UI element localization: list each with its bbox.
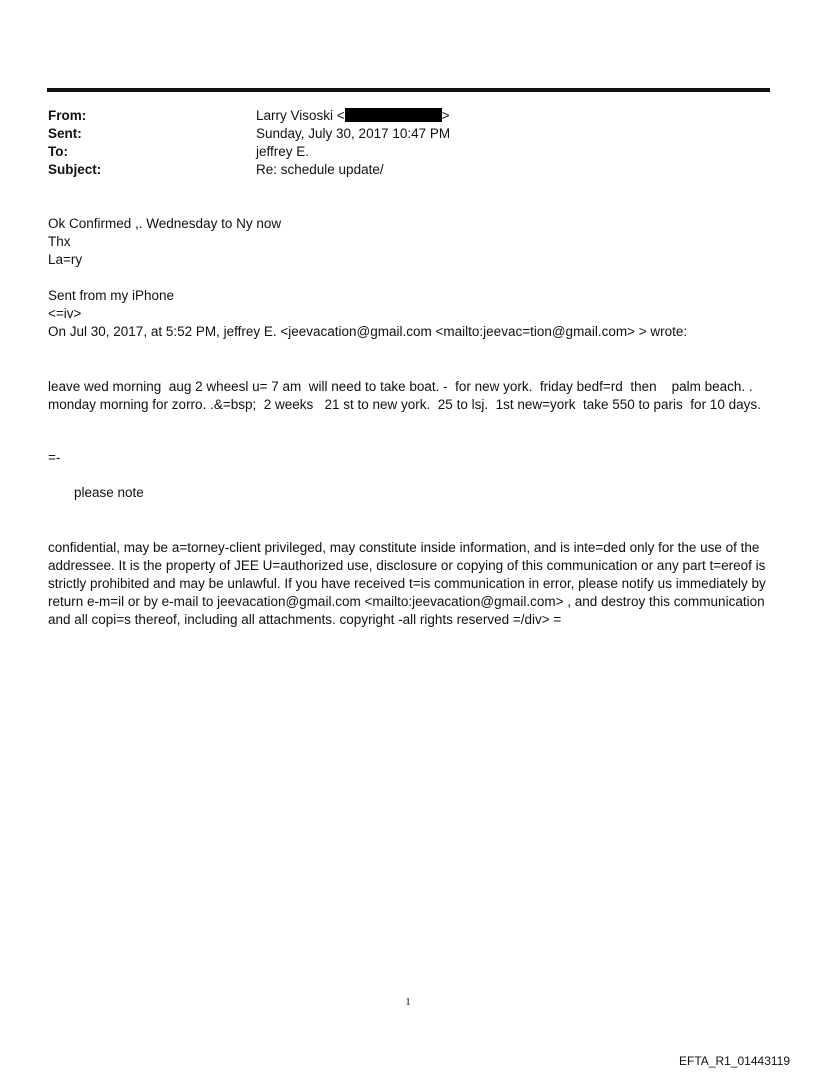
subject-label: Subject: xyxy=(48,162,102,177)
confidentiality-paragraph: confidential, may be a=torney-client privileged, may constitute inside information, and is inte=ded only for the use of the addressee. It is the property of JEE U=authorized use, disclosure or copying of this communication or any part t=ereof is strictly prohibited and may be unlawful. If you have received t=is communication in error, please notify us immediately by return e-m=il or by e-mail to jeevacation@gmail.com <mailto:jeevacation@gmail.com> , and destroy this communication and all copi=s thereof, including all attachments. copyright -all rights reserved =/div> = xyxy=(48,540,766,627)
quote-header: On Jul 30, 2017, at 5:52 PM, jeffrey E. <jeevacation@gmail.com <mailto:jeevac=tion@gmail.com> > wrote: xyxy=(48,324,688,339)
from-suffix: > xyxy=(441,108,450,123)
sent-from-line: Sent from my iPhone xyxy=(48,288,175,303)
to-value: jeffrey E. xyxy=(256,144,310,159)
page-number: 1 xyxy=(405,996,411,1008)
please-note-line: please note xyxy=(74,485,144,500)
header-rule xyxy=(47,88,770,92)
subject-value: Re: schedule update/ xyxy=(256,162,384,177)
div-tag-line: <=iv> xyxy=(48,306,82,321)
sent-label: Sent: xyxy=(48,126,82,141)
bates-stamp: EFTA_R1_01443119 xyxy=(679,1054,790,1068)
to-label: To: xyxy=(48,144,68,159)
from-name: Larry Visoski < xyxy=(256,108,345,123)
eq-dash-line: =- xyxy=(48,450,61,465)
body-line-signature: La=ry xyxy=(48,252,83,267)
from-label: From: xyxy=(48,108,87,123)
body-line-thx: Thx xyxy=(48,234,71,249)
body-line-confirmed: Ok Confirmed ,. Wednesday to Ny now xyxy=(48,216,282,231)
redaction-box xyxy=(345,108,442,122)
sent-value: Sunday, July 30, 2017 10:47 PM xyxy=(256,126,451,141)
from-value xyxy=(256,108,450,123)
schedule-paragraph: leave wed morning aug 2 wheesl u= 7 am will need to take boat. - for new york. friday bedf=rd then palm beach. . monday morning for zorro. .&=bsp; 2 weeks 21 st to new york. 25 to lsj. 1st new=york take 550 to paris for 10 days. xyxy=(48,379,761,412)
